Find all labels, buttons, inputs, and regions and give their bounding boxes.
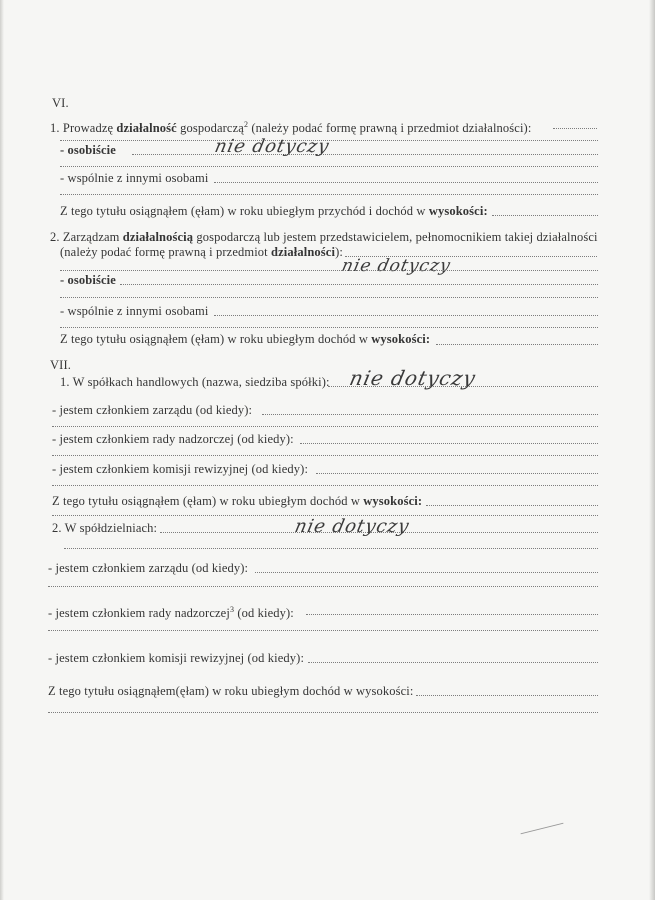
vii-income-bold: wysokości: bbox=[363, 494, 423, 508]
vi-item1-bold: działalność bbox=[116, 121, 177, 135]
vi-wspolnie2-fill-line-2[interactable] bbox=[60, 327, 598, 328]
vii-zarzad2-fill-line[interactable] bbox=[255, 572, 598, 573]
vi-item2-label bbox=[50, 230, 598, 244]
vii-komisja-fill-line[interactable] bbox=[316, 473, 598, 474]
vii-income-label bbox=[52, 494, 422, 508]
vii-income2-fill-line[interactable] bbox=[416, 695, 598, 696]
vii-income-fill-line[interactable] bbox=[426, 505, 598, 506]
vi-item2-rest: gospodarczą lub jestem przedstawicielem, pełnomocnikiem takiej działalności bbox=[193, 230, 598, 244]
vii-rada2-text: - jestem członkiem rady nadzorczej bbox=[48, 606, 230, 620]
vii-komisja2-fill-line[interactable] bbox=[308, 662, 598, 663]
vii-zarzad2-fill-line-2[interactable] bbox=[48, 586, 598, 587]
vi-osobiscie-fill-line[interactable] bbox=[132, 154, 598, 155]
vi-item1-footnote: 2 bbox=[243, 120, 249, 129]
vi-income-fill-line[interactable] bbox=[492, 215, 598, 216]
scan-edge-left bbox=[0, 0, 4, 900]
vi-wspolnie2-fill-line[interactable] bbox=[214, 315, 598, 316]
vi-osobiscie2-label bbox=[60, 273, 116, 287]
vii-rada-label: - jestem członkiem rady nadzorczej (od kiedy): bbox=[52, 432, 294, 446]
vi-osobiscie-label bbox=[60, 143, 116, 157]
vi-item2-prefix: 2. Zarządzam bbox=[50, 230, 123, 244]
vii-income2-label: Z tego tytułu osiągnąłem(ęłam) w roku ubiegłym dochód w wysokości: bbox=[48, 684, 414, 698]
vii-item2-label: 2. W spółdzielniach: bbox=[52, 521, 158, 535]
section-vii-heading: VII. bbox=[50, 358, 71, 372]
vi-income2-label bbox=[60, 332, 430, 346]
vi-item1-label bbox=[50, 118, 531, 135]
vii-item2-fill-line-2[interactable] bbox=[64, 548, 598, 549]
vii-komisja-label: - jestem członkiem komisji rewizyjnej (od kiedy): bbox=[52, 462, 309, 476]
vi-item2-fill-line-2[interactable] bbox=[60, 270, 598, 271]
vi-osobiscie-fill-line-2[interactable] bbox=[60, 166, 598, 167]
vii-income2-fill-line-2[interactable] bbox=[48, 712, 598, 713]
vi-item2-line2-suffix: ): bbox=[335, 245, 343, 259]
vii-komisja-fill-line-2[interactable] bbox=[52, 485, 598, 486]
pen-stroke-mark bbox=[521, 823, 564, 835]
vii-item1-label: 1. W spółkach handlowych (nazwa, siedziba spółki): bbox=[60, 375, 330, 389]
vii-rada2-footnote: 3 bbox=[229, 605, 235, 614]
vi-wspolnie-label: - wspólnie z innymi osobami bbox=[60, 171, 209, 185]
vii-item1-handwritten-value: nie dotyczy bbox=[347, 366, 479, 390]
vi-osobiscie2-fill-line-2[interactable] bbox=[60, 297, 598, 298]
vi-wspolnie-fill-line-2[interactable] bbox=[60, 194, 598, 195]
vii-rada-fill-line-2[interactable] bbox=[52, 455, 598, 456]
vi-item2-label-line2 bbox=[60, 245, 343, 259]
vi-osobiscie2-text: - osobiście bbox=[60, 273, 116, 287]
vii-zarzad-fill-line[interactable] bbox=[262, 414, 598, 415]
section-vi-heading: VI. bbox=[52, 96, 69, 110]
vi-item1-prefix: 1. Prowadzę bbox=[50, 121, 117, 135]
vi-osobiscie-text: - osobiście bbox=[60, 143, 116, 157]
vi-item1-rest: (należy podać formę prawną i przedmiot działalności): bbox=[248, 121, 532, 135]
vi-item2-handwritten-value: nie dotyczy bbox=[339, 256, 453, 276]
vi-item1-suffix: gospodarczą bbox=[176, 121, 244, 135]
vii-rada2-fill-line[interactable] bbox=[306, 614, 598, 615]
vii-zarzad-label: - jestem członkiem zarządu (od kiedy): bbox=[52, 403, 253, 417]
scan-edge-right bbox=[649, 0, 655, 900]
vi-wspolnie-fill-line[interactable] bbox=[214, 182, 598, 183]
vi-income-label bbox=[60, 204, 488, 218]
vii-rada2-fill-line-2[interactable] bbox=[48, 630, 598, 631]
vi-wspolnie2-label: - wspólnie z innymi osobami bbox=[60, 304, 209, 318]
vii-rada-fill-line[interactable] bbox=[300, 443, 598, 444]
vi-income2-bold: wysokości: bbox=[371, 332, 431, 346]
vii-rada2-label bbox=[48, 603, 294, 620]
vi-item2-bold: działalnością bbox=[122, 230, 194, 244]
vi-osobiscie-handwritten-value: nie dotyczy bbox=[212, 136, 332, 157]
vi-income-bold: wysokości: bbox=[428, 204, 488, 218]
vi-osobiscie2-fill-line[interactable] bbox=[120, 284, 598, 285]
vi-income2-fill-line[interactable] bbox=[436, 344, 598, 345]
vii-zarzad2-label: - jestem członkiem zarządu (od kiedy): bbox=[48, 561, 249, 575]
vi-item2-line2-prefix: (należy podać formę prawną i przedmiot bbox=[60, 245, 272, 259]
vi-income-prefix: Z tego tytułu osiągnąłem (ęłam) w roku ubiegłym przychód i dochód w bbox=[60, 204, 429, 218]
vii-komisja2-label: - jestem członkiem komisji rewizyjnej (od kiedy): bbox=[48, 651, 305, 665]
vii-zarzad-fill-line-2[interactable] bbox=[52, 426, 598, 427]
vi-item2-line2-bold: działalności bbox=[271, 245, 336, 259]
vii-income-prefix: Z tego tytułu osiągnąłem (ęłam) w roku ubiegłym dochód w bbox=[52, 494, 364, 508]
vi-income2-prefix: Z tego tytułu osiągnąłem (ęłam) w roku ubiegłym dochód w bbox=[60, 332, 372, 346]
vi-item1-fill-line[interactable] bbox=[553, 128, 597, 129]
vii-rada2-suffix: (od kiedy): bbox=[234, 606, 294, 620]
vii-item2-handwritten-value: nie dotyczy bbox=[292, 516, 412, 537]
